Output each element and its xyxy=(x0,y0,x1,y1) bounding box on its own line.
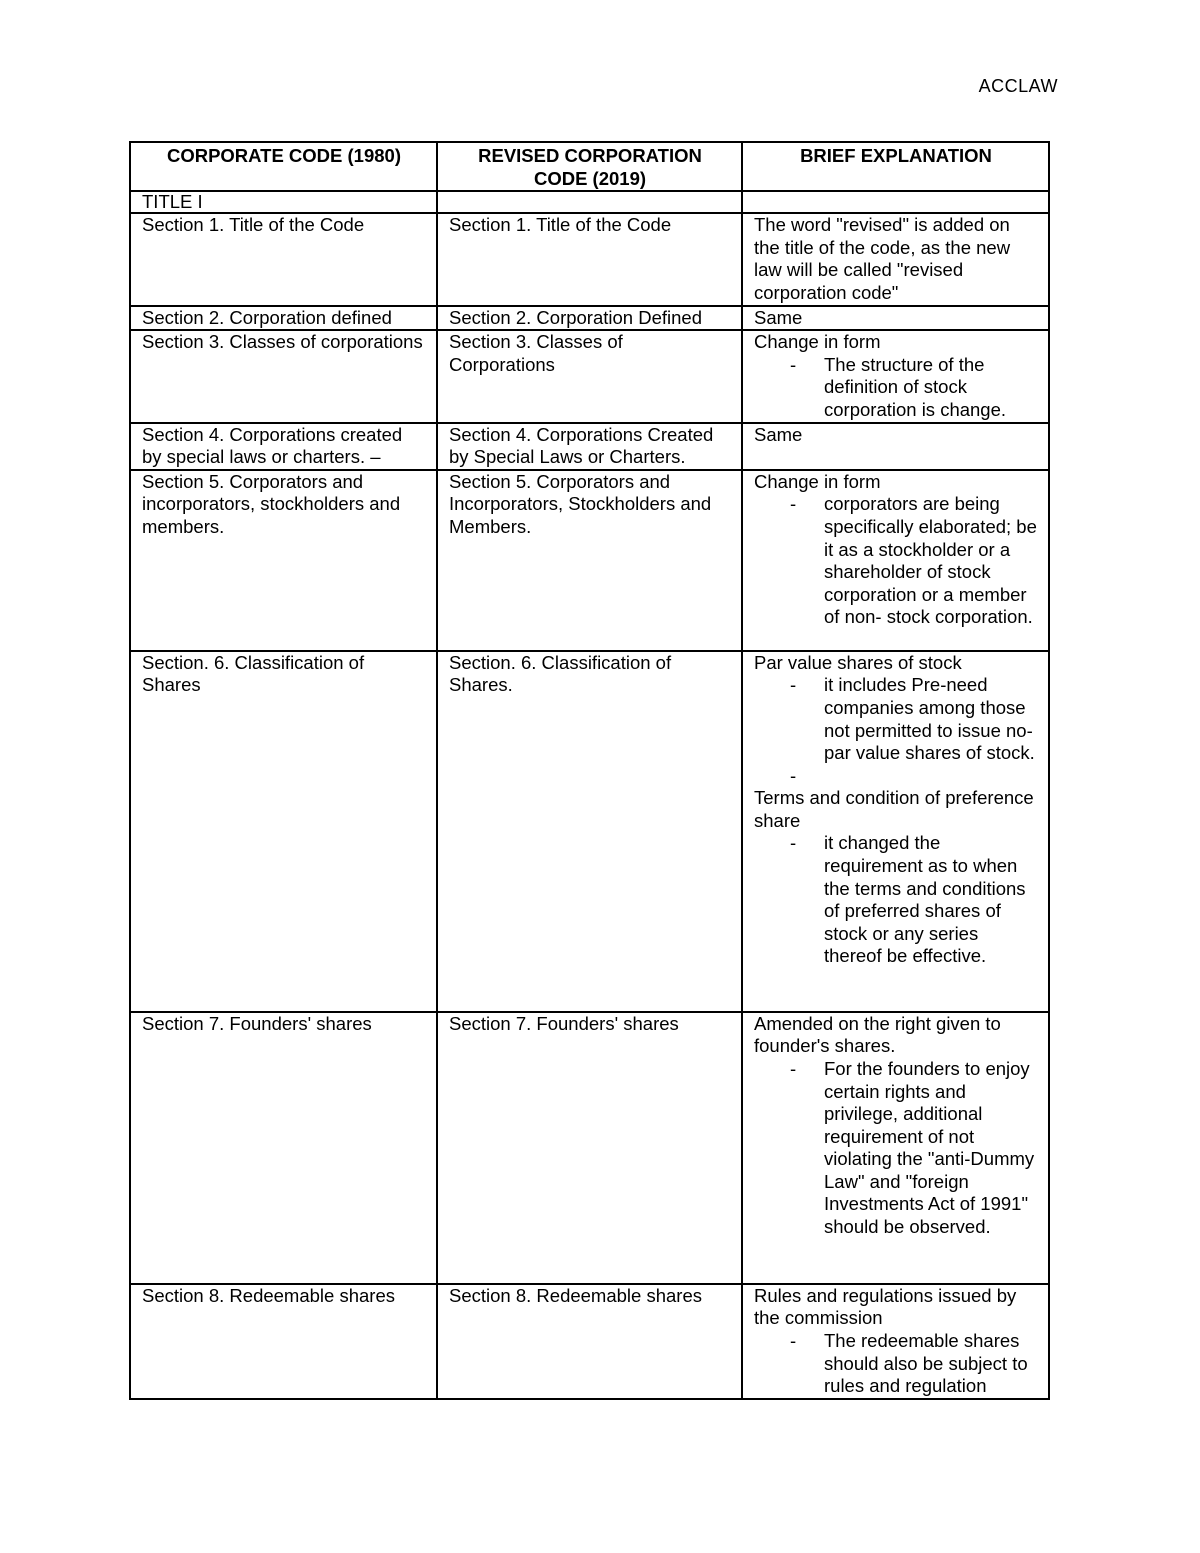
table-row xyxy=(130,1284,1049,1399)
explanation-intro: Terms and condition of preference share xyxy=(754,787,1034,831)
table-header-row xyxy=(130,142,1049,191)
revised-code-cell: Section 3. Classes of Corporations xyxy=(437,330,742,422)
bullet-text: it changed the requirement as to when the terms and conditions of preferred shares of stock or any series thereof be effective. xyxy=(824,832,1026,967)
bullet-dash: - xyxy=(790,353,797,375)
table-row xyxy=(130,1012,1049,1284)
table-row xyxy=(130,423,1049,470)
bullet-text: For the founders to enjoy certain rights and privilege, additional requirement of not violating the "anti-Dummy Law" and "foreign Investments Act of 1991" should be observed. xyxy=(824,1057,1035,1238)
old-code-cell: Section 5. Corporators and incorporators, stockholders and members. xyxy=(130,470,437,651)
explanation-cell xyxy=(742,330,1049,422)
explanation-cell xyxy=(742,651,1049,1012)
table-row xyxy=(130,651,1049,1012)
explanation-intro: Rules and regulations issued by the commission xyxy=(754,1284,1017,1329)
explanation-cell xyxy=(742,1284,1049,1399)
column-header-revised-code: REVISED CORPORATION CODE (2019) xyxy=(437,142,742,191)
revised-code-cell: Section. 6. Classification of Shares. xyxy=(437,651,742,1012)
title-label: TITLE I xyxy=(130,191,437,213)
page-header-label: ACCLAW xyxy=(978,76,1058,96)
title-row xyxy=(130,191,1049,213)
explanation-bullet xyxy=(754,493,1038,629)
explanation-intro: Change in form xyxy=(754,331,881,353)
title-empty-cell xyxy=(742,191,1049,213)
bullet-dash: - xyxy=(790,764,797,786)
bullet-dash: - xyxy=(790,832,797,854)
bullet-text: The redeemable shares should also be subject to rules and regulation xyxy=(824,1329,1028,1397)
revised-code-cell: Section 7. Founders' shares xyxy=(437,1012,742,1284)
table-row xyxy=(130,330,1049,422)
explanation-bullet xyxy=(754,765,1038,788)
bullet-text: The structure of the definition of stock corporation is change. xyxy=(824,353,1007,420)
old-code-cell: Section 2. Corporation defined xyxy=(130,306,437,331)
bullet-dash: - xyxy=(790,493,797,515)
old-code-cell: Section. 6. Classification of Shares xyxy=(130,651,437,1012)
explanation-bullet xyxy=(754,674,1038,764)
bullet-dash: - xyxy=(790,1057,797,1079)
explanation-intro: Par value shares of stock xyxy=(754,651,962,673)
revised-code-cell: Section 5. Corporators and Incorporators, Stockholders and Members. xyxy=(437,470,742,651)
table-row xyxy=(130,213,1049,305)
revised-code-cell: Section 4. Corporations Created by Special Laws or Charters. xyxy=(437,423,742,470)
old-code-cell: Section 8. Redeemable shares xyxy=(130,1284,437,1399)
revised-code-cell: Section 2. Corporation Defined xyxy=(437,306,742,331)
bullet-dash: - xyxy=(790,674,797,696)
old-code-cell: Section 4. Corporations created by special laws or charters. – xyxy=(130,423,437,470)
old-code-cell: Section 7. Founders' shares xyxy=(130,1012,437,1284)
explanation-intro: Amended on the right given to founder's shares. xyxy=(754,1012,1001,1057)
old-code-cell: Section 1. Title of the Code xyxy=(130,213,437,305)
bullet-text: it includes Pre-need companies among those not permitted to issue no-par value shares of stock. xyxy=(824,674,1035,764)
explanation-bullet xyxy=(754,1330,1038,1398)
explanation-cell: Same xyxy=(742,306,1049,331)
explanation-cell xyxy=(742,1012,1049,1284)
bullet-text: corporators are being specifically elaborated; be it as a stockholder or a shareholder of stock corporation or a member of non- stock corporation. xyxy=(824,493,1037,628)
revised-code-cell: Section 8. Redeemable shares xyxy=(437,1284,742,1399)
title-empty-cell xyxy=(437,191,742,213)
explanation-cell xyxy=(742,470,1049,651)
old-code-cell: Section 3. Classes of corporations xyxy=(130,330,437,422)
table-row xyxy=(130,306,1049,331)
column-header-old-code: CORPORATE CODE (1980) xyxy=(130,142,437,191)
explanation-bullet xyxy=(754,1058,1038,1239)
bullet-dash: - xyxy=(790,1329,797,1351)
explanation-cell: The word "revised" is added on the title of the code, as the new law will be called "revised corporation code" xyxy=(742,213,1049,305)
explanation-intro: Change in form xyxy=(754,470,881,492)
explanation-bullet xyxy=(754,354,1038,422)
column-header-explanation: BRIEF EXPLANATION xyxy=(742,142,1049,191)
explanation-cell: Same xyxy=(742,423,1049,470)
comparison-table xyxy=(129,141,1050,1400)
revised-code-cell: Section 1. Title of the Code xyxy=(437,213,742,305)
explanation-bullet xyxy=(754,832,1038,968)
table-row xyxy=(130,470,1049,651)
